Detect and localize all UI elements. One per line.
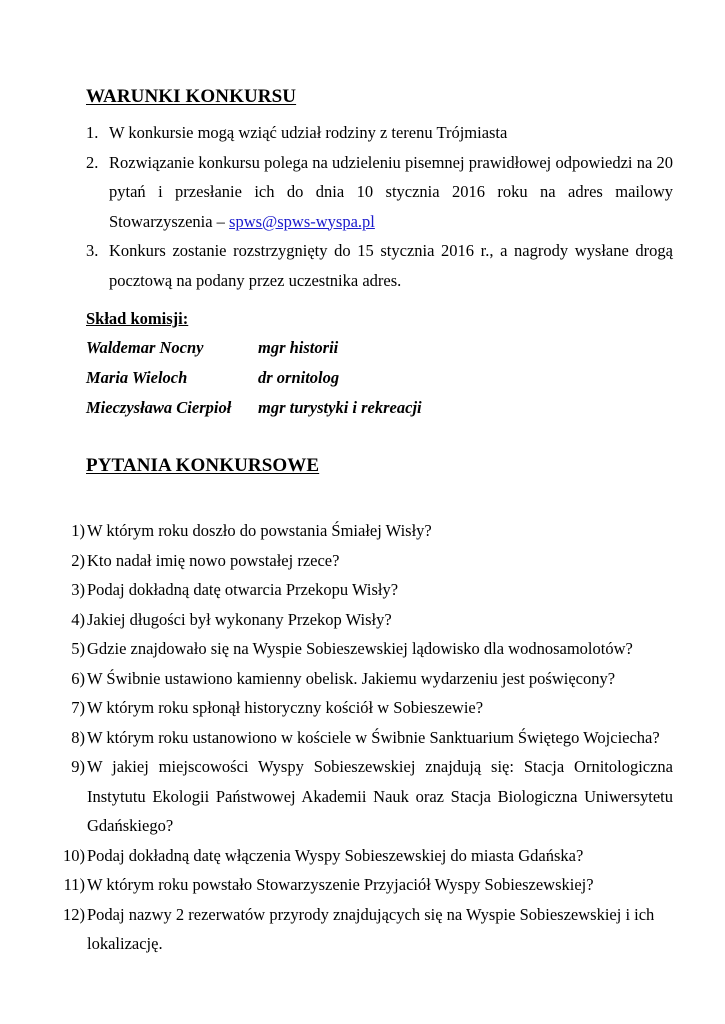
question-number: 9) — [71, 757, 85, 776]
question-item — [0, 870, 725, 900]
question-text: Gdzie znajdowało się na Wyspie Sobieszewskiej lądowisko dla wodnosamolotów? — [87, 639, 633, 658]
committee-title: Skład komisji: — [86, 309, 189, 328]
question-item — [0, 664, 725, 694]
question-number: 1) — [71, 521, 85, 540]
member-degree: mgr turystyki i rekreacji — [258, 398, 422, 417]
question-text: Podaj dokładną datę otwarcia Przekopu Wisły? — [87, 580, 399, 599]
question-text: W Świbnie ustawiono kamienny obelisk. Jakiemu wydarzeniu jest poświęcony? — [87, 668, 616, 688]
rules-list — [0, 118, 725, 295]
question-number: 6) — [71, 668, 85, 688]
member-name: Waldemar Nocny — [86, 338, 204, 357]
question-text: Kto nadał imię nowo powstałej rzece? — [87, 550, 340, 570]
question-text: W którym roku ustanowiono w kościele w Świbnie Sanktuarium Świętego Wojciecha? — [87, 727, 660, 747]
rule-item — [0, 236, 725, 295]
question-number: 8) — [71, 727, 85, 747]
question-text: W którym roku powstało Stowarzyszenie Przyjaciół Wyspy Sobieszewskiej? — [87, 875, 594, 894]
question-item — [0, 723, 725, 753]
question-number: 5) — [71, 639, 85, 658]
question-text: W którym roku doszło do powstania Śmiałej Wisły? — [87, 521, 432, 540]
question-item — [0, 546, 725, 576]
rule-text: Konkurs zostanie rozstrzygnięty do 15 stycznia 2016 r., a nagrody wysłane drogą pocztową na podany przez uczestnika adres. — [109, 241, 673, 290]
rule-item — [0, 148, 725, 237]
question-text: Podaj dokładną datę włączenia Wyspy Sobieszewskiej do miasta Gdańska? — [87, 845, 584, 865]
questions-heading: PYTANIA KONKURSOWE — [86, 455, 320, 476]
member-name: Mieczysława Cierpioł — [86, 398, 232, 417]
question-text: Jakiej długości był wykonany Przekop Wisły? — [87, 609, 392, 629]
question-item — [0, 752, 725, 841]
question-text: W którym roku spłonął historyczny kościół w Sobieszewie? — [87, 698, 484, 717]
rule-number: 3. — [86, 241, 99, 260]
question-number: 7) — [71, 698, 85, 717]
question-item — [0, 605, 725, 635]
question-item — [0, 575, 725, 605]
rule-number: 1. — [86, 123, 99, 142]
question-item — [0, 516, 725, 546]
question-number: 10) — [63, 845, 85, 865]
question-number: 4) — [71, 609, 85, 629]
rule-text: Rozwiązanie konkursu polega na udzieleniu pisemnej prawidłowej odpowiedzi na 20 pytań i przesłanie ich do dnia 10 stycznia 2016 roku na adres mailowy Stowarzyszenia – — [109, 152, 673, 231]
question-number: 12) — [63, 904, 85, 924]
questions-list — [0, 516, 725, 959]
member-degree: mgr historii — [258, 338, 339, 357]
question-item — [0, 693, 725, 723]
rule-item — [0, 118, 725, 148]
question-text: W jakiej miejscowości Wyspy Sobieszewskiej znajdują się: Stacja Ornitologiczna Instytutu Ekologii Państwowej Akademii Nauk oraz Stacja Biologiczna Uniwersytetu Gdańskiego? — [87, 757, 673, 835]
question-number: 2) — [71, 550, 85, 570]
rule-number: 2. — [86, 152, 99, 172]
question-item — [0, 634, 725, 664]
question-text: Podaj nazwy 2 rezerwatów przyrody znajdujących się na Wyspie Sobieszewskiej i ich lokalizację. — [87, 904, 655, 953]
rule-text: W konkursie mogą wziąć udział rodziny z terenu Trójmiasta — [109, 123, 508, 142]
member-name: Maria Wieloch — [86, 368, 188, 387]
member-degree: dr ornitolog — [258, 368, 340, 387]
email-link[interactable]: spws@spws-wyspa.pl — [229, 211, 375, 231]
rules-heading: WARUNKI KONKURSU — [86, 86, 297, 107]
question-number: 11) — [63, 875, 85, 894]
question-item — [0, 841, 725, 871]
question-number: 3) — [71, 580, 85, 599]
question-item — [0, 900, 725, 959]
